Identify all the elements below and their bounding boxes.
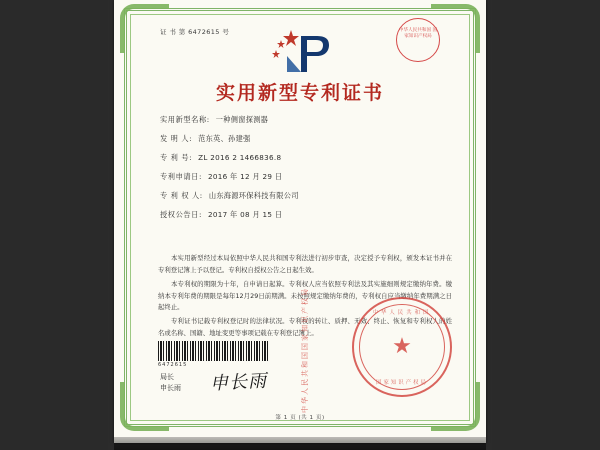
body-paragraph: 本专利权的期限为十年，自申请日起算。专利权人应当依照专利法及其实施细则规定缴纳年费。缴纳本专利年费的期限是每年12月29日前期满。未按照规定缴纳年费的，专利权自应当缴纳年费期满之日起终止。 — [158, 279, 452, 312]
field-row — [160, 211, 446, 219]
field-row — [160, 135, 446, 143]
certificate-page — [114, 0, 486, 443]
field-label: 授权公告日: — [160, 209, 202, 219]
field-value: 2016 年 12 月 29 日 — [207, 171, 283, 181]
official-round-seal — [352, 297, 452, 397]
field-label: 专 利 号: — [160, 152, 193, 162]
page-title: 实用新型专利证书 — [215, 82, 384, 104]
signature-label-director: 局长 — [160, 373, 174, 381]
body-paragraph: 专利证书记载专利权登记时的法律状况。专利权的转让、质押、无效、终止、恢复和专利权人的姓名或名称、国籍、地址变更等事项记载在专利登记簿上。 — [158, 317, 452, 338]
seal-bottom-text: 国家知识产权局 — [376, 380, 428, 386]
star-icon: ★ — [392, 334, 412, 359]
field-row — [160, 116, 446, 124]
vertical-stamp-text: 中华人民共和国国家知识产权局 — [301, 287, 309, 413]
top-round-seal: 中华人民共和国 国家知识产权局 — [396, 18, 440, 62]
signature-block — [160, 372, 181, 393]
certificate-paper — [114, 0, 486, 443]
field-value: 2017 年 08 月 15 日 — [207, 209, 283, 219]
field-value: 范东英、孙建强 — [198, 133, 251, 143]
page-shadow — [114, 437, 486, 450]
body-paragraph: 本实用新型经过本局依照中华人民共和国专利法进行初步审查，决定授予专利权，颁发本证书并在专利登记簿上予以登记。专利权自授权公告之日起生效。 — [158, 254, 452, 274]
page-footer: 第 1 页 (共 1 页) — [275, 415, 325, 421]
seal-top-text: 中华人民共和国 — [372, 310, 432, 316]
border-corner-bottom-right — [431, 382, 480, 431]
field-value: 山东海源环保科技有限公司 — [208, 190, 299, 200]
field-row — [160, 154, 446, 162]
barcode — [158, 341, 270, 361]
field-value: 一种侧窗探测器 — [215, 115, 269, 124]
signature-label-name: 申长雨 — [160, 383, 181, 392]
certificate-number: 证 书 第 6472615 号 — [160, 28, 230, 36]
handwritten-signature: 申长雨 — [209, 370, 268, 395]
field-label: 专 利 权 人: — [160, 190, 203, 200]
field-row — [160, 173, 446, 181]
field-label: 专利申请日: — [160, 171, 202, 181]
field-label: 实用新型名称: — [160, 115, 210, 124]
field-value: ZL 2016 2 1466836.8 — [198, 152, 282, 162]
field-label: 发 明 人: — [160, 133, 193, 143]
field-list — [160, 116, 446, 230]
patent-emblem-icon — [261, 26, 339, 78]
barcode-number: 6472615 — [158, 362, 188, 368]
field-row — [160, 192, 446, 200]
